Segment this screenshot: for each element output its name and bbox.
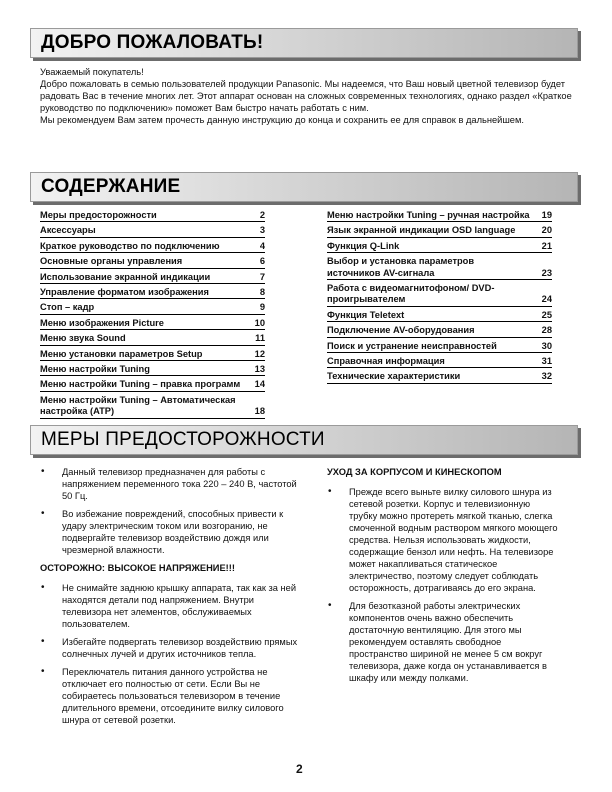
toc-item[interactable] <box>40 349 265 361</box>
toc-item-title: Поиск и устранение неисправностей <box>327 340 497 351</box>
toc-item-page: 12 <box>254 348 265 359</box>
precautions-left-column <box>40 466 302 732</box>
toc-item[interactable] <box>40 287 265 299</box>
toc-item-title: Работа с видеомагнитофоном/ DVD-проигрывателем <box>327 283 495 305</box>
toc-item-page: 18 <box>254 406 265 417</box>
toc-right-column <box>327 210 552 387</box>
toc-item-title: Меры предосторожности <box>40 210 157 220</box>
toc-item[interactable] <box>327 241 552 253</box>
toc-item[interactable] <box>40 318 265 330</box>
toc-item[interactable] <box>327 341 552 353</box>
toc-item-title: Выбор и установка параметров источников AV-сигнала <box>327 256 475 278</box>
toc-item[interactable] <box>40 395 265 419</box>
toc-item-title: Меню настройки Tuning <box>40 364 150 375</box>
list-item: • Не снимайте заднюю крышку аппарата, так как за ней находятся детали под напряжением. Внутри телевизора нет элементов, обслуживаемых пользователем. <box>40 582 302 630</box>
toc-item-title: Подключение AV-оборудования <box>327 325 475 336</box>
toc-item-title: Управление форматом изображения <box>40 287 209 298</box>
toc-item[interactable] <box>327 356 552 368</box>
toc-item-page: 32 <box>541 371 552 382</box>
precautions-right-column <box>327 466 559 690</box>
caution-heading: ОСТОРОЖНО: ВЫСОКОЕ НАПРЯЖЕНИЕ!!! <box>40 563 235 573</box>
toc-item-title: Язык экранной индикации OSD language <box>327 225 516 236</box>
welcome-greeting: Уважаемый покупатель! <box>40 67 144 77</box>
toc-item-page: 30 <box>541 340 552 351</box>
toc-item-page: 28 <box>541 325 552 336</box>
toc-item-title: Меню настройки Tuning – ручная настройка <box>327 210 530 220</box>
welcome-banner <box>30 28 578 58</box>
toc-item[interactable] <box>327 371 552 383</box>
toc-item-page: 2 <box>259 210 265 220</box>
general-precautions-list <box>40 466 302 556</box>
list-item: • Данный телевизор предназначен для работы с напряжением переменного тока 220 – 240 В, частотой 50 Гц. <box>40 466 302 502</box>
toc-item-title: Основные органы управления <box>40 256 183 267</box>
toc-item-title: Меню настройки Tuning – правка программ <box>40 379 241 390</box>
toc-item-page: 13 <box>254 364 265 375</box>
welcome-paragraph-2: Мы рекомендуем Вам затем прочесть данную инструкцию до конца и сохранить ее для справок в дальнейшем. <box>40 115 524 125</box>
toc-item-title: Функция Q-Link <box>327 240 400 251</box>
toc-item-title: Технические характеристики <box>327 371 461 382</box>
toc-item-title: Меню звука Sound <box>40 333 126 344</box>
toc-item-page: 7 <box>259 271 265 282</box>
list-item: • Избегайте подвергать телевизор воздействию прямых солнечных лучей и других источников тепла. <box>40 636 302 660</box>
care-heading: УХОД ЗА КОРПУСОМ И КИНЕСКОПОМ <box>327 467 502 477</box>
toc-item-title: Аксессуары <box>40 225 96 236</box>
toc-item-title: Меню установки параметров Setup <box>40 348 203 359</box>
toc-item[interactable] <box>40 364 265 376</box>
toc-item[interactable] <box>40 272 265 284</box>
toc-item-page: 21 <box>541 240 552 251</box>
welcome-title: ДОБРО ПОЖАЛОВАТЬ! <box>41 32 264 53</box>
list-item: • Прежде всего выньте вилку силового шнура из сетевой розетки. Корпус и телевизионную трубку можно протереть мягкой тканью, слегка смоченной водным раствором мягкого моющего средства. Нельзя использовать жидкости, содержащие бензол или нефть. На телевизоре может накапливаться статическое электричество, поэтому следует соблюдать осторожность, дотрагиваясь до его экрана. <box>327 486 559 594</box>
toc-item-page: 20 <box>541 225 552 236</box>
toc-item-page: 11 <box>255 333 265 344</box>
toc-item-page: 23 <box>541 267 552 278</box>
contents-banner <box>30 172 578 202</box>
toc-item[interactable] <box>327 283 552 307</box>
toc-item[interactable] <box>40 241 265 253</box>
toc-item-page: 6 <box>259 256 265 267</box>
toc-item-page: 14 <box>254 379 265 390</box>
toc-item-page: 24 <box>541 294 552 305</box>
toc-item-title: Меню настройки Tuning – Автоматическая настройка (ATP) <box>40 394 236 417</box>
toc-item-page: 10 <box>254 317 265 328</box>
list-item: • Для безотказной работы электрических компонентов очень важно обеспечить достаточную вентиляцию. Для этого мы рекомендуем оставлять свободное пространство шириной не менее 5 см вокруг телевизора, даже когда он устанавливается в шкафу или между полками. <box>327 600 559 684</box>
toc-item[interactable] <box>327 325 552 337</box>
toc-item-title: Функция Teletext <box>327 309 405 320</box>
care-list <box>327 486 559 684</box>
list-item: • Переключатель питания данного устройства не отключает его полностью от сети. Если Вы не собираетесь пользоваться телевизором в течение длительного времени, отсоедините вилку силового шнура от сетевой розетки. <box>40 666 302 726</box>
toc-item-title: Меню изображения Picture <box>40 317 164 328</box>
contents-title: СОДЕРЖАНИЕ <box>41 176 181 197</box>
toc-item-page: 25 <box>541 309 552 320</box>
page-number: 2 <box>296 762 303 776</box>
toc-item[interactable] <box>40 256 265 268</box>
toc-item[interactable] <box>327 256 552 280</box>
toc-item-page: 4 <box>259 240 265 251</box>
toc-item[interactable] <box>327 210 552 222</box>
toc-item-page: 19 <box>541 210 552 220</box>
toc-item[interactable] <box>40 210 265 222</box>
toc-item-page: 8 <box>259 287 265 298</box>
precautions-banner <box>30 425 578 455</box>
toc-item-page: 3 <box>259 225 265 236</box>
toc-item[interactable] <box>327 225 552 237</box>
toc-item[interactable] <box>40 379 265 391</box>
toc-item[interactable] <box>40 225 265 237</box>
welcome-paragraph-1: Добро пожаловать в семью пользователей продукции Panasonic. Мы надеемся, что Ваш новый цветной телевизор будет радовать Вас в течение многих лет. Этот аппарат основан на сложных современных технологиях, однако раздел «Краткое руководство по подключению» поможет Вам быстро начать работать с ним. <box>40 79 572 113</box>
toc-item[interactable] <box>40 302 265 314</box>
toc-item-title: Использование экранной индикации <box>40 271 211 282</box>
precautions-title: МЕРЫ ПРЕДОСТОРОЖНОСТИ <box>41 429 325 450</box>
toc-item-title: Краткое руководство по подключению <box>40 240 220 251</box>
toc-left-column <box>40 210 265 422</box>
toc-item-page: 9 <box>259 302 265 313</box>
welcome-intro <box>40 66 575 126</box>
toc-item[interactable] <box>327 310 552 322</box>
toc-item-title: Справочная информация <box>327 356 445 367</box>
caution-list <box>40 582 302 726</box>
toc-item[interactable] <box>40 333 265 345</box>
toc-item-page: 31 <box>541 356 552 367</box>
toc-item-title: Стоп – кадр <box>40 302 95 313</box>
list-item: • Во избежание повреждений, способных привести к удару электрическим током или возгоранию, не подвергайте телевизор воздействию дождя или чрезмерной влажности. <box>40 508 302 556</box>
